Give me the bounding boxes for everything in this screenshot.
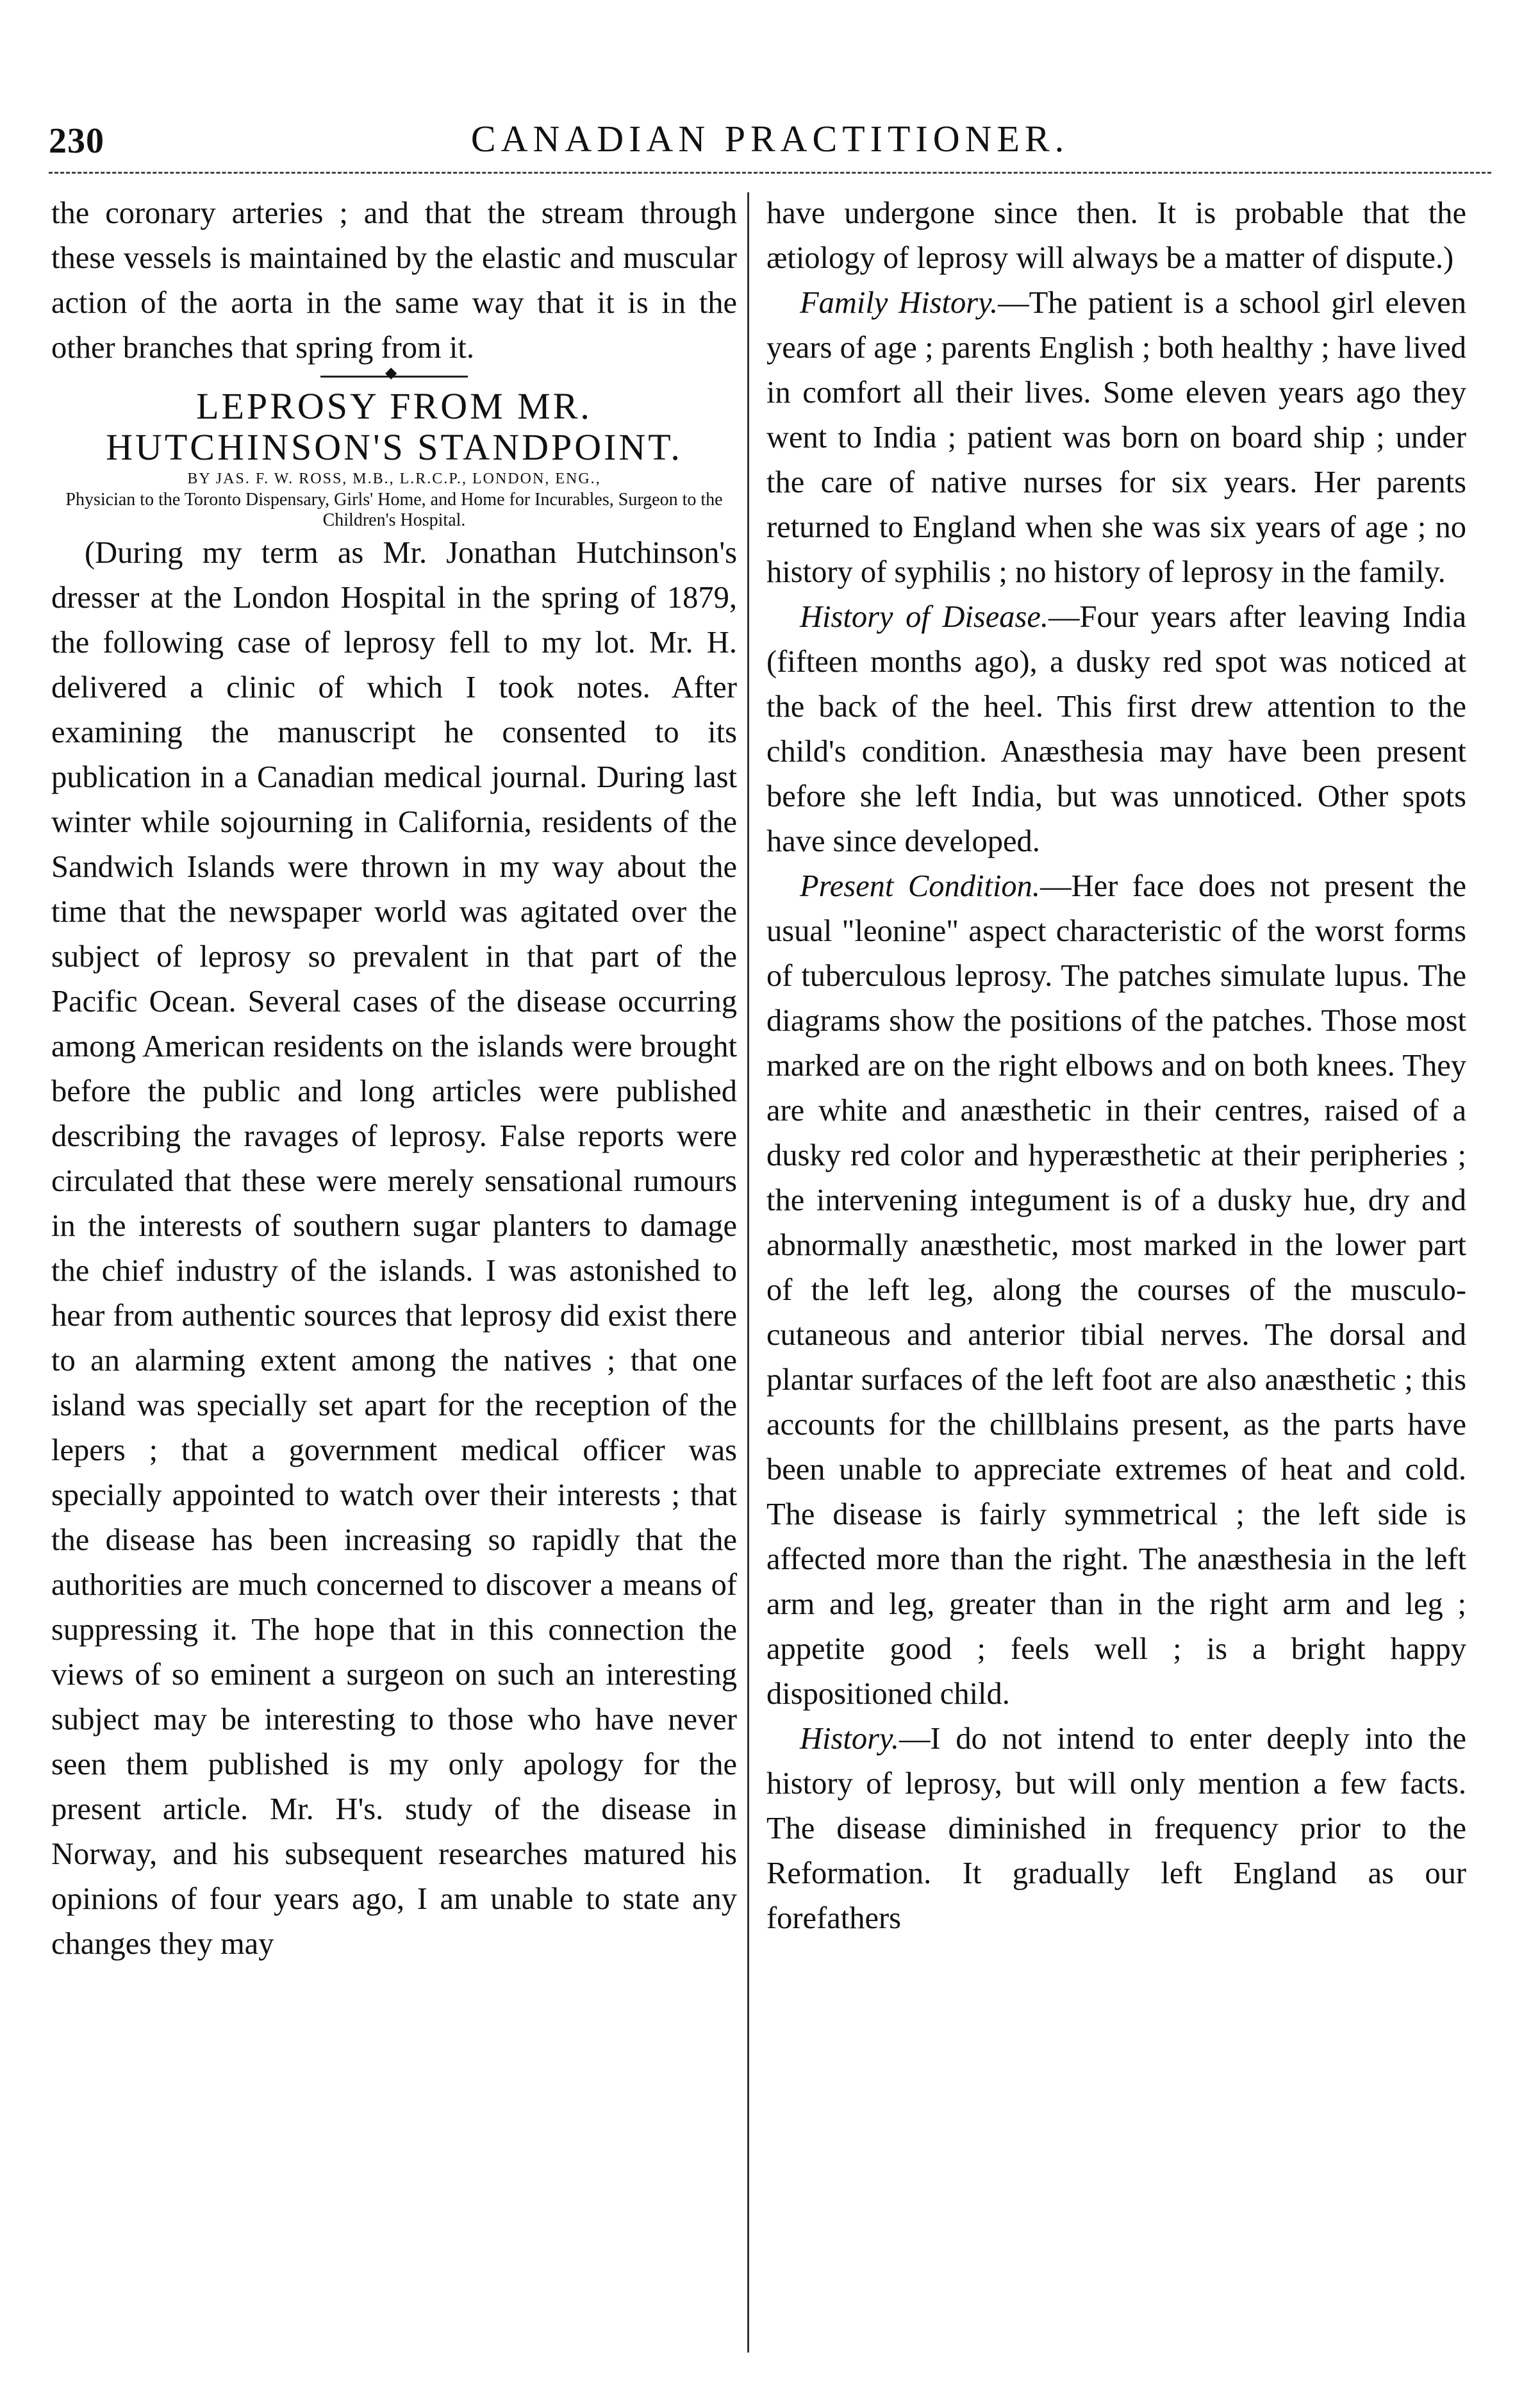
author-credentials: Physician to the Toronto Dispensary, Girls' Home, and Home for Incurables, Surgeon to the Children's Hospital.: [65, 490, 723, 530]
header-rule: [49, 172, 1491, 174]
intro-paragraph: (During my term as Mr. Jonathan Hutchinson's dresser at the London Hospital in the spring of 1879, the following case of leprosy fell to my lot. Mr. H. delivered a clinic of which I took notes. After examining the manuscript he consented to its publication in a Canadian medical journal. During last winter while sojourning in California, residents of the Sandwich Islands were thrown in my way about the time that the newspaper world was agitated over the subject of leprosy so prevalent in that part of the Pacific Ocean. Several cases of the disease occurring among American residents on the islands were brought before the public and long articles were published describing the ravages of leprosy. False reports were circulated that these were merely sensational rumours in the interests of southern sugar planters to damage the chief industry of the islands. I was astonished to hear from authentic sources that leprosy did exist there to an alarming extent among the natives ; that one island was specially set apart for the reception of the lepers ; that a government medical officer was specially appointed to watch over their interests ; that the disease has been increasing so rapidly that the authorities are much concerned to discover a means of suppressing it. The hope that in this connection the views of so eminent a surgeon on such an interesting subject may be interesting to those who have never seen them published is my only apology for the present article. Mr. H's. study of the disease in Norway, and his subsequent researches matured his opinions of four years ago, I am unable to state any changes they may: [51, 536, 737, 1961]
title-ornament: [320, 371, 468, 382]
left-column: [51, 191, 737, 1967]
family-history-text: —The patient is a school girl eleven years of age ; parents English ; both healthy ; have lived in comfort all their lives. Some eleven years ago they went to India ; patient was born on board ship ; under the care of native nurses for six years. Her parents returned to England when she was six years of age ; no history of syphilis ; no history of leprosy in the family.: [766, 286, 1467, 589]
history-of-disease-text: —Four years after leaving India (fifteen months ago), a dusky red spot was noticed at the back of the heel. This first drew attention to the child's condition. Anæsthesia may have been present before she left India, but was unnoticed. Other spots have since developed.: [766, 600, 1466, 858]
article-title: LEPROSY FROM MR. HUTCHINSON'S STANDPOINT.: [106, 385, 683, 468]
running-head: CANADIAN PRACTITIONER.: [470, 118, 1070, 160]
continued-paragraph: have undergone since then. It is probable that the ætiology of leprosy will always be a matter of dispute.): [766, 196, 1466, 275]
history-text: —I do not intend to enter deeply into the history of leprosy, but will only mention a few facts. The disease diminished in frequency prior to the Reformation. It gradually left England as our forefathers: [766, 1722, 1466, 1935]
right-column: [766, 191, 1466, 1941]
present-condition-text: —Her face does not present the usual "leonine" aspect characteristic of the worst forms of tuberculous leprosy. The patches simulate lupus. The diagrams show the positions of the patches. Those most marked are on the right elbows and on both knees. They are white and anæsthetic in their centres, raised of a dusky red color and hyperæsthetic at their peripheries ; the intervening integument is of a dusky hue, dry and abnormally anæsthetic, most marked in the lower part of the left leg, along the courses of the musculo-cutaneous and anterior tibial nerves. The dorsal and plantar surfaces of the left foot are also anæsthetic ; this accounts for the chillblains present, as the parts have been unable to appreciate extremes of heat and cold. The disease is fairly symmetrical ; the left side is affected more than the right. The anæsthesia in the left arm and leg, greater than in the right arm and leg ; appetite good ; feels well ; is a bright happy dispositioned child.: [766, 869, 1466, 1711]
family-history-heading: Family History.: [800, 286, 998, 320]
column-divider: [747, 192, 749, 2353]
byline: BY JAS. F. W. ROSS, M.B., L.R.C.P., LONDON, ENG.,: [187, 471, 601, 487]
history-of-disease-paragraph: [766, 595, 1466, 864]
present-condition-paragraph: [766, 864, 1466, 1717]
continued-paragraph: the coronary arteries ; and that the stream through these vessels is maintained by the elastic and muscular action of the aorta in the same way that it is in the other branches that spring from it.: [51, 196, 737, 365]
page-number: 230: [49, 121, 104, 161]
present-condition-heading: Present Condition.: [800, 869, 1041, 903]
family-history-paragraph: [766, 281, 1466, 595]
history-paragraph: [766, 1717, 1466, 1941]
history-heading: History.: [800, 1722, 899, 1756]
history-of-disease-heading: History of Disease.: [800, 600, 1049, 634]
